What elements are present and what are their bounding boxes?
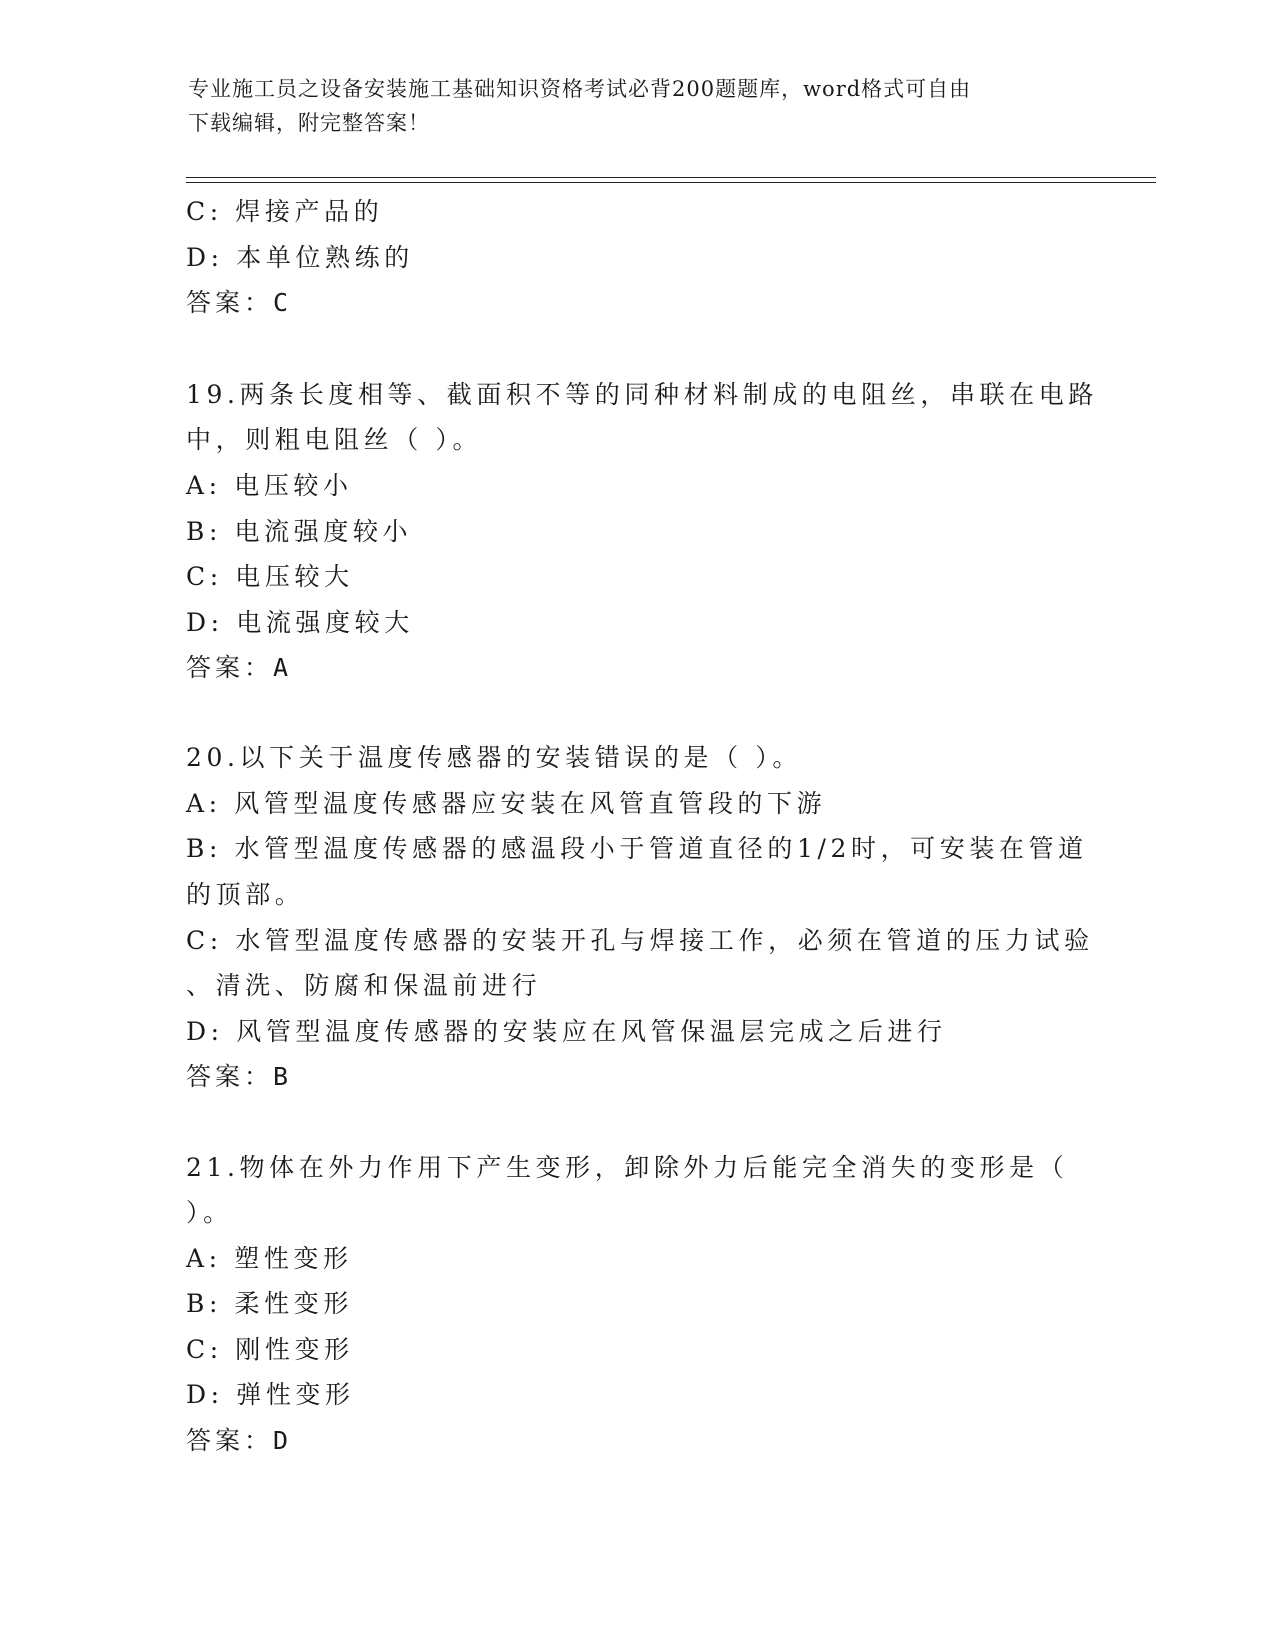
q21-option-d: D: 弹性变形 bbox=[186, 1380, 355, 1409]
q20-option-c-line1: C: 水管型温度传感器的安装开孔与焊接工作，必须在管道的压力试验 bbox=[186, 926, 1094, 955]
q20-answer bbox=[186, 1062, 290, 1092]
q21-stem-line1: 21.物体在外力作用下产生变形，卸除外力后能完全消失的变形是（ bbox=[186, 1153, 1069, 1182]
q20-option-b-line1: B: 水管型温度传感器的感温段小于管道直径的1/2时，可安装在管道 bbox=[186, 834, 1088, 863]
q20-stem-line1: 20.以下关于温度传感器的安装错误的是（ ）。 bbox=[186, 743, 803, 772]
answer-value: C bbox=[273, 288, 291, 317]
q18-option-c: C: 焊接产品的 bbox=[186, 197, 384, 226]
answer-label: 答案： bbox=[186, 1426, 274, 1455]
answer-label: 答案： bbox=[186, 288, 274, 317]
answer-value: B bbox=[273, 1062, 291, 1091]
q21-answer bbox=[186, 1426, 290, 1456]
q18-answer bbox=[186, 288, 290, 318]
answer-label: 答案： bbox=[186, 1062, 274, 1091]
q19-stem-line2: 中，则粗电阻丝（ ）。 bbox=[186, 425, 483, 454]
q21-option-a: A: 塑性变形 bbox=[186, 1244, 353, 1273]
q19-option-d: D: 电流强度较大 bbox=[186, 608, 414, 637]
q19-stem-line1: 19.两条长度相等、截面积不等的同种材料制成的电阻丝，串联在电路 bbox=[186, 380, 1098, 409]
q20-option-d: D: 风管型温度传感器的安装应在风管保温层完成之后进行 bbox=[186, 1017, 947, 1046]
header-divider-top bbox=[186, 177, 1156, 178]
header-title-line1: 专业施工员之设备安装施工基础知识资格考试必背200题题库，word格式可自由 bbox=[188, 77, 972, 101]
q21-option-c: C: 刚性变形 bbox=[186, 1335, 354, 1364]
q19-option-b: B: 电流强度较小 bbox=[186, 517, 413, 546]
q19-option-a: A: 电压较小 bbox=[186, 471, 353, 500]
answer-value: A bbox=[273, 653, 291, 682]
document-header bbox=[188, 72, 1068, 140]
header-divider-bottom bbox=[186, 182, 1156, 183]
q20-option-a: A: 风管型温度传感器应安装在风管直管段的下游 bbox=[186, 789, 827, 818]
q19-answer bbox=[186, 653, 290, 683]
q19-option-c: C: 电压较大 bbox=[186, 562, 354, 591]
header-title-line2: 下载编辑，附完整答案！ bbox=[188, 111, 430, 135]
q20-option-c-line2: 、清洗、防腐和保温前进行 bbox=[186, 971, 542, 1000]
answer-label: 答案： bbox=[186, 653, 274, 682]
q21-option-b: B: 柔性变形 bbox=[186, 1289, 353, 1318]
q18-option-d: D: 本单位熟练的 bbox=[186, 243, 414, 272]
q21-stem-line2: ）。 bbox=[186, 1198, 233, 1227]
answer-value: D bbox=[273, 1426, 291, 1455]
q20-option-b-line2: 的顶部。 bbox=[186, 880, 305, 909]
